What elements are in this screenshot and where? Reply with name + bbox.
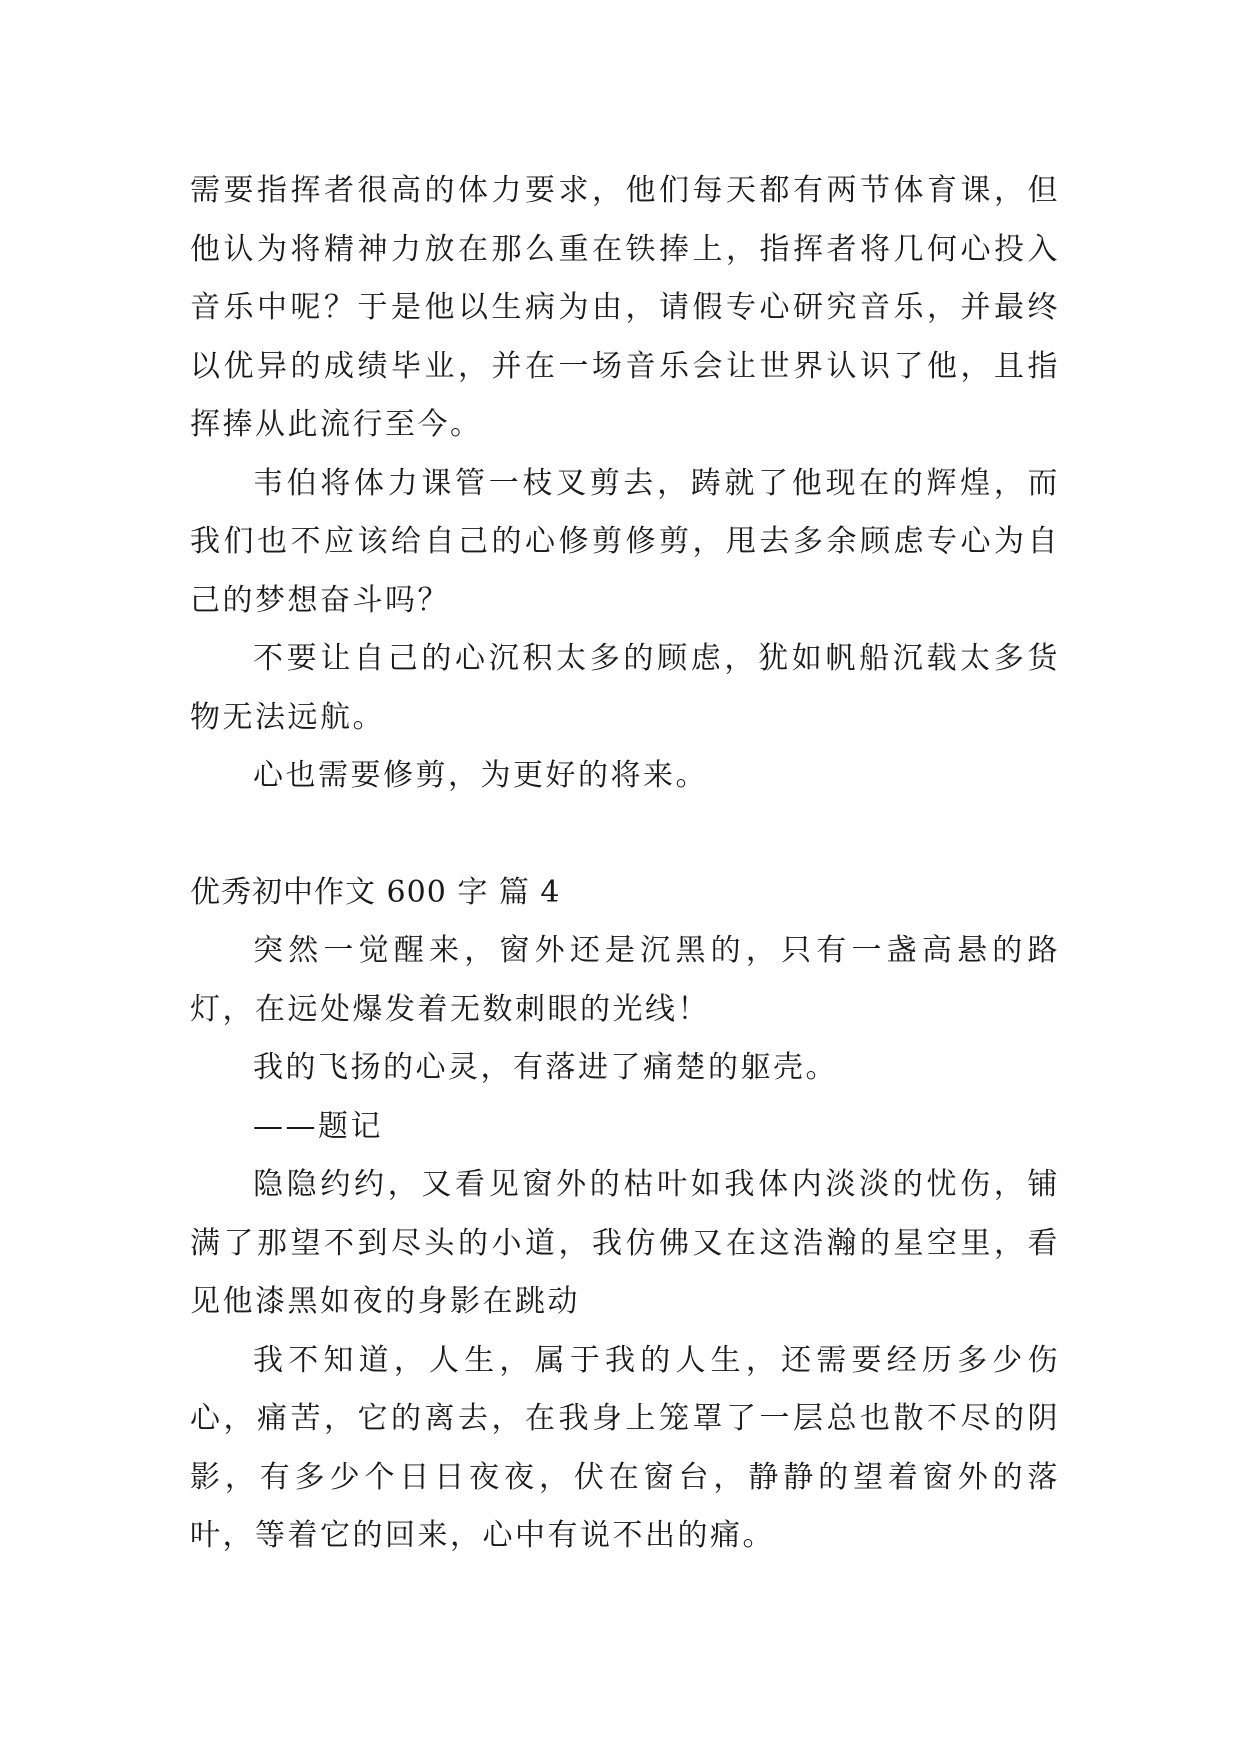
- paragraph-6: 我的飞扬的心灵，有落进了痛楚的躯壳。: [253, 1050, 838, 1085]
- section-heading: 优秀初中作文 600 字 篇 4: [190, 874, 561, 910]
- paragraph-7: 隐隐约约，又看见窗外的枯叶如我体内淡淡的忧伤，铺满了那望不到尽头的小道，我仿佛又在这浩瀚的星空里，看见他漆黑如夜的身影在跳动: [190, 1167, 1060, 1319]
- paragraph-2: 韦伯将体力课管一枝叉剪去，踌就了他现在的辉煌，而我们也不应该给自己的心修剪修剪，甩去多余顾虑专心为自己的梦想奋斗吗？: [190, 465, 1060, 618]
- paragraph-8: 我不知道，人生，属于我的人生，还需要经历多少伤心，痛苦，它的离去，在我身上笼罩了一层总也散不尽的阴影，有多少个日日夜夜，伏在窗台，静静的望着窗外的落叶，等着它的回来，心中有说不出的痛。: [190, 1342, 1060, 1553]
- paragraph-4: 心也需要修剪，为更好的将来。: [253, 758, 708, 793]
- paragraph-5: 突然一觉醒来，窗外还是沉黑的，只有一盏高悬的路灯，在远处爆发着无数刺眼的光线！: [190, 933, 1060, 1027]
- paragraph-1: 需要指挥者很高的体力要求，他们每天都有两节体育课，但他认为将精神力放在那么重在铁捧上，指挥者将几何心投入音乐中呢？于是他以生病为由，请假专心研究音乐，并最终以优异的成绩毕业，并在一场音乐会让世界认识了他，且指挥捧从此流行至今。: [190, 173, 1060, 442]
- epigraph-attribution: ——题记: [253, 1108, 383, 1144]
- paragraph-3: 不要让自己的心沉积太多的顾虑，犹如帆船沉载太多货物无法远航。: [190, 641, 1060, 735]
- document-body: [190, 162, 1060, 1566]
